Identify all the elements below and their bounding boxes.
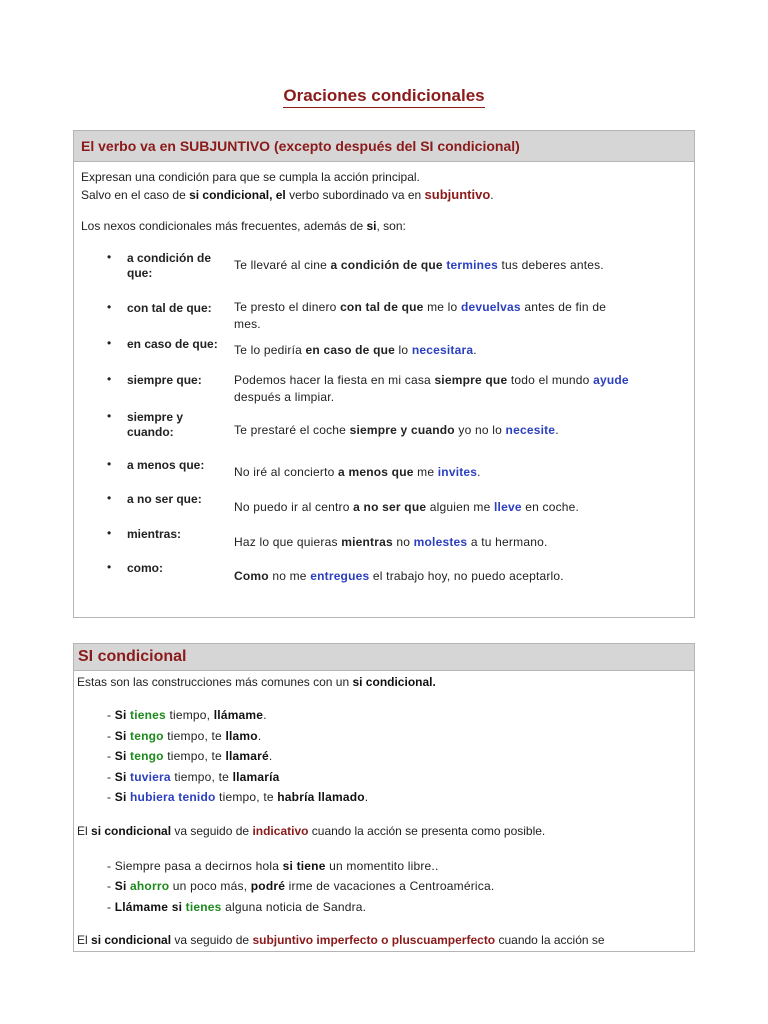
- nexo-term: a condición de que:: [127, 251, 212, 280]
- bullet-icon: •: [107, 409, 112, 423]
- nexo-term: mientras:: [127, 527, 182, 541]
- nexo-example: Te prestaré el coche siempre y cuando yo no lo necesite.: [234, 423, 559, 437]
- bullet-icon: •: [107, 372, 112, 386]
- subjuntivo-section: [73, 130, 695, 618]
- subjuntivo-rule: El si condicional va seguido de subjuntivo imperfecto o pluscuamperfecto cuando la acción se: [77, 933, 605, 947]
- nexo-example: Te llevaré al cine a condición de que termines tus deberes antes.: [234, 258, 604, 272]
- bullet-icon: •: [107, 560, 112, 574]
- bullet-icon: •: [107, 457, 112, 471]
- nexo-example: Te presto el dinero con tal de que me lo devuelvas antes de fin de mes.: [234, 300, 607, 331]
- nexo-example: Haz lo que quieras mientras no molestes a tu hermano.: [234, 535, 548, 549]
- construction-row: - Si hubiera tenido tiempo, te habría llamado.: [107, 790, 369, 804]
- example-3: - Llámame si tienes alguna noticia de Sandra.: [107, 900, 367, 914]
- intro-line-2: Salvo en el caso de si condicional, el verbo subordinado va en subjuntivo.: [81, 187, 494, 202]
- page-title: Oraciones condicionales: [0, 86, 768, 106]
- nexo-term: a no ser que:: [127, 492, 202, 506]
- nexo-example: Te lo pediría en caso de que lo necesitara.: [234, 343, 477, 357]
- construction-row: - Si tengo tiempo, te llamo.: [107, 728, 262, 743]
- construction-row: - Si tuviera tiempo, te llamaría: [107, 769, 280, 784]
- nexo-term: siempre que:: [127, 373, 202, 387]
- example-2: - Si ahorro un poco más, podré irme de vacaciones a Centroamérica.: [107, 879, 495, 893]
- nexo-example: No iré al concierto a menos que me invites.: [234, 465, 481, 479]
- section-header: El verbo va en SUBJUNTIVO (excepto después del SI condicional): [74, 131, 694, 162]
- nexo-term: siempre y cuando:: [127, 410, 184, 439]
- si-intro: Estas son las construcciones más comunes con un si condicional.: [77, 675, 436, 689]
- nexo-term: a menos que:: [127, 458, 205, 472]
- si-condicional-section: [73, 643, 695, 952]
- nexo-term: en caso de que:: [127, 337, 218, 351]
- section-header: SI condicional: [74, 644, 694, 671]
- indicativo-rule: El si condicional va seguido de indicativo cuando la acción se presenta como posible.: [77, 824, 546, 838]
- nexo-term: como:: [127, 561, 163, 575]
- construction-row: - Si tengo tiempo, te llamaré.: [107, 749, 273, 763]
- nexos-intro: Los nexos condicionales más frecuentes, además de si, son:: [81, 219, 406, 233]
- nexo-example: Como no me entregues el trabajo hoy, no puedo aceptarlo.: [234, 569, 564, 583]
- nexo-example: No puedo ir al centro a no ser que alguien me lleve en coche.: [234, 500, 580, 514]
- intro-line-1: Expresan una condición para que se cumpla la acción principal.: [81, 170, 420, 184]
- bullet-icon: •: [107, 526, 112, 540]
- construction-row: - Si tienes tiempo, llámame.: [107, 708, 267, 722]
- example-1: - Siempre pasa a decirnos hola si tiene un momentito libre..: [107, 859, 439, 873]
- bullet-icon: •: [107, 300, 112, 314]
- bullet-icon: •: [107, 491, 112, 505]
- bullet-icon: •: [107, 250, 112, 264]
- nexo-example: Podemos hacer la fiesta en mi casa siempre que todo el mundo ayude después a limpiar.: [234, 373, 629, 404]
- nexo-term: con tal de que:: [127, 301, 212, 315]
- bullet-icon: •: [107, 336, 112, 350]
